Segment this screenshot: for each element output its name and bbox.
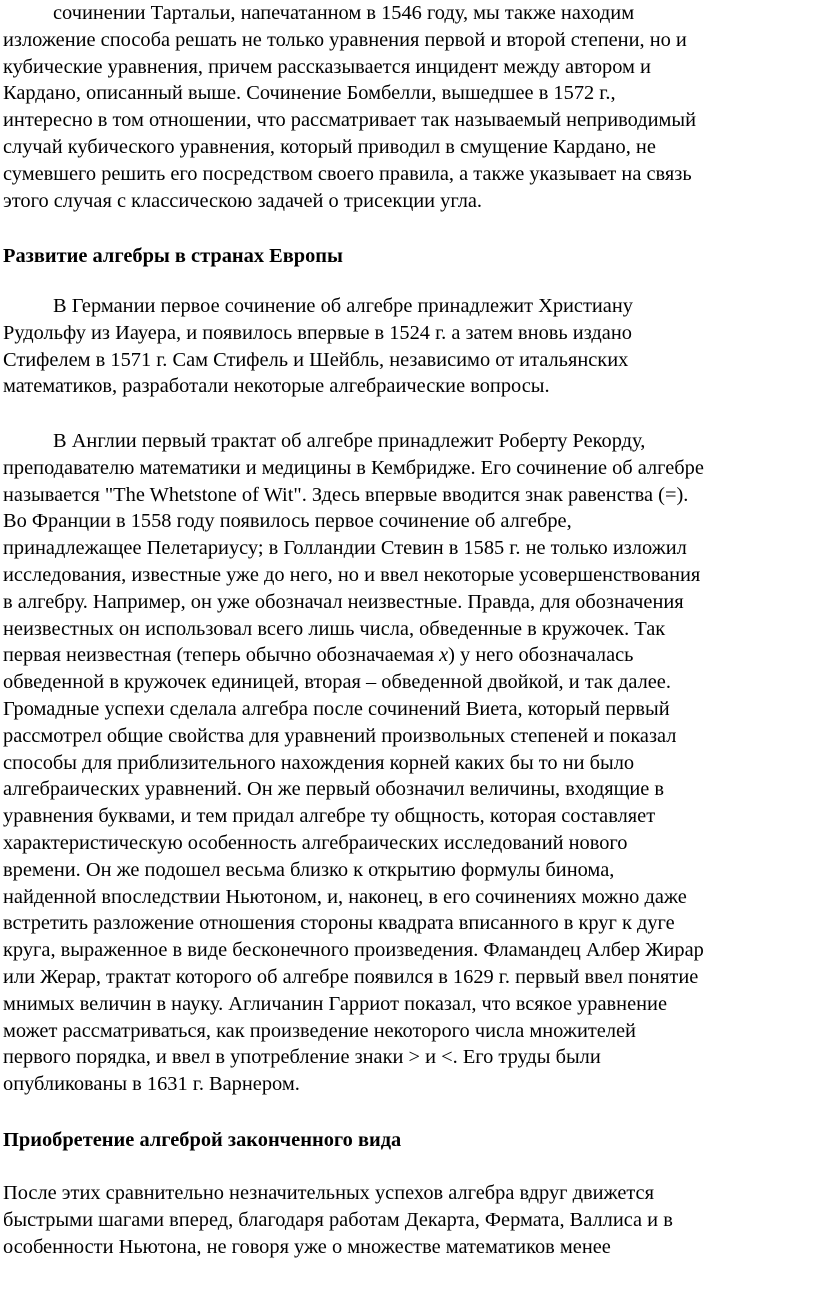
text-line: этого случая с классическою задачей о трисекции угла. [3,189,483,212]
text-line: или Жерар, трактат которого об алгебре появился в 1629 г. первый ввел понятие [3,965,699,988]
text-line: мнимых величин в науку. Агличанин Гарриот показал, что всякое уравнение [3,992,668,1015]
text-line: Во Франции в 1558 году появилось первое сочинение об алгебре, [3,510,572,533]
text-line: математиков, разработали некоторые алгебраические вопросы. [3,375,550,398]
text-line: опубликованы в 1631 г. Варнером. [3,1073,300,1096]
text-line: круга, выраженное в виде бесконечного произведения. Фламандец Албер Жирар [3,939,704,962]
section-heading-final-form: Приобретение алгеброй законченного вида [3,1129,402,1151]
text-line-with-variable [3,642,815,669]
paragraph-tartaglia-bombelli [3,0,815,214]
text-line: изложение способа решать не только уравнения первой и второй степени, но и [3,28,687,51]
text-line: После этих сравнительно незначительных успехов алгебра вдруг движется [3,1182,654,1204]
text-line: сочинении Тартальи, напечатанном в 1546 году, мы также находим [53,2,635,24]
text-line: уравнения буквами, и тем придал алгебре ту общность, которая составляет [3,805,656,828]
text-line: особенности Ньютона, не говоря уже о множестве математиков менее [3,1235,611,1258]
text-line: алгебраических уравнений. Он же первый обозначил величины, входящие в [3,778,665,801]
text-line: исследования, известные уже до него, но и ввел некоторые усовершенствования [3,563,701,586]
text-line: В Англии первый трактат об алгебре принадлежит Роберту Рекорду, [53,430,646,452]
text-line: в алгебру. Например, он уже обозначал неизвестные. Правда, для обозначения [3,590,684,613]
section-heading-europe: Развитие алгебры в странах Европы [3,245,343,267]
text-line: первого порядка, и ввел в употребление знаки > и <. Его труды были [3,1046,601,1069]
text-line: случай кубического уравнения, который приводил в смущение Кардано, не [3,135,656,158]
text-line: Стифелем в 1571 г. Сам Стифель и Шейбль, независимо от итальянских [3,348,629,371]
text-line: сумевшего решить его посредством своего правила, а также указывает на связь [3,162,692,185]
text-line: неизвестных он использовал всего лишь числа, обведенные в кружочек. Так [3,617,666,640]
text-line: характеристическую особенность алгебраических исследований нового [3,831,628,854]
text-line: быстрыми шагами вперед, благодаря работам Декарта, Фермата, Валлиса и в [3,1208,673,1231]
text-line: времени. Он же подошел весьма близко к открытию формулы бинома, [3,858,615,881]
paragraph-descartes-fermat [3,1180,815,1260]
text-line: интересно в том отношении, что рассматривает так называемый неприводимый [3,109,697,132]
text-line: может рассматриваться, как произведение некоторого числа множителей [3,1019,636,1042]
paragraph-germany [3,293,815,400]
text-line: В Германии первое сочинение об алгебре принадлежит Христиану [53,295,633,317]
text-line: называется "The Whetstone of Wit". Здесь впервые вводится знак равенства (=). [3,483,689,506]
text-line: кубические уравнения, причем рассказывается инцидент между автором и [3,55,651,78]
text-line: Кардано, описанный выше. Сочинение Бомбелли, вышедшее в 1572 г., [3,82,616,105]
text-line: рассмотрел общие свойства для уравнений произвольных степеней и показал [3,724,677,747]
text-line: Рудольфу из Иауера, и появилось впервые в 1524 г. а затем вновь издано [3,321,632,344]
paragraph-england-france [3,428,815,1098]
text-line: найденной впоследствии Ньютоном, и, наконец, в его сочинениях можно даже [3,885,687,908]
text-line: способы для приблизительного нахождения корней каких бы то ни было [3,751,635,774]
text-line: обведенной в кружочек единицей, вторая – обведенной двойкой, и так далее. [3,671,671,694]
text-line: встретить разложение отношения стороны квадрата вписанного в круг к дуге [3,912,675,935]
text-line: принадлежащее Пелетариусу; в Голландии Стевин в 1585 г. не только изложил [3,537,687,560]
text-fragment: первая неизвестная (теперь обычно обозначаемая [3,644,440,667]
text-fragment: ) у него обозначалась [448,644,634,667]
text-line: преподавателю математики и медицины в Кембридже. Его сочинение об алгебре [3,456,704,479]
text-line: Громадные успехи сделала алгебра после сочинений Виета, который первый [3,697,670,720]
variable-x: x [439,644,449,667]
